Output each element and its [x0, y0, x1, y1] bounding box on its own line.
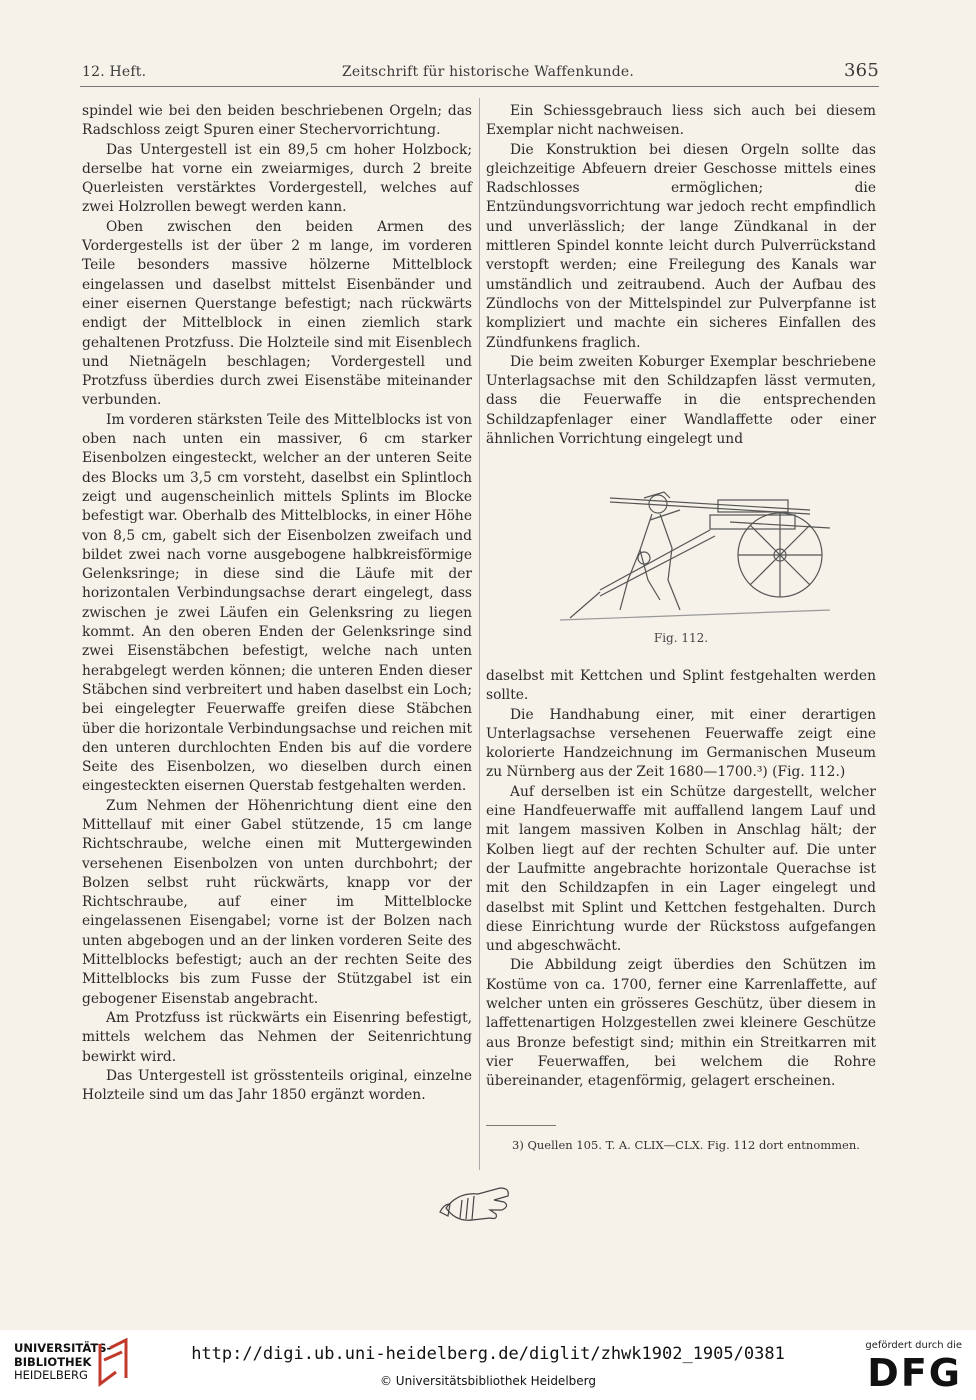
column-divider [479, 98, 480, 1170]
right-column-bottom [486, 667, 876, 1092]
page-number: 365 [844, 60, 879, 81]
header-rule [80, 86, 879, 87]
library-line: UNIVERSITÄTS- [14, 1341, 112, 1355]
funding-note: gefördert durch die [865, 1340, 962, 1351]
right-paragraph: daselbst mit Kettchen und Splint festgehalten werden sollte. [486, 668, 876, 704]
gauntlet-ornament-icon [438, 1178, 518, 1228]
journal-title: Zeitschrift für historische Waffenkunde. [341, 64, 634, 80]
copyright-notice: © Universitätsbibliothek Heidelberg [379, 1374, 596, 1388]
left-paragraph: Das Untergestell ist ein 89,5 cm hoher Holzbock; derselbe hat vorne ein zweiarmiges, durch 2 breite Querleisten verstärktes Vordergestell, welches auf zwei Holzrollen bewegt werden kann. [82, 141, 472, 216]
figure-caption: Fig. 112. [653, 631, 709, 645]
footnote-rule [486, 1125, 556, 1126]
issue-label: 12. Heft. [82, 64, 147, 80]
left-paragraph: Im vorderen stärksten Teile des Mittelblocks ist von oben nach unten ein massiver, 6 cm starker Eisenbolzen eingesteckt, welcher an der unteren Seite des Blocks um 3,5 cm vorsteht, daselbst ein Splintloch zeigt und augenscheinlich mittels Splints im Blocke befestigt war. Oberhalb des Mittelblocks, in einer Höhe von 8,5 cm, gabelt sich der Eisenbolzen zweifach und bildet zwei nach vorne ausgebogene halbkreisförmige Gelenksringe; in diese sind die Läufe mit der horizontalen Verbindungsachse derart eingelegt, dass zwischen je zwei Läufen ein Gelenksring zu liegen kommt. An den oberen Enden der Gelenksringe sind zwei Eisenstäbchen befestigt, welche nach unten herabgelegt werden können; die unteren Enden dieser Stäbchen sind verbreitert und haben daselbst ein Loch; bei eingelegter Feuerwaffe greifen diese Stäbchen über die horizontale Verbindungsachse und reichen mit den unteren durchlochten Enden bis auf die vordere Seite des Eisenbolzen, wo dieselben durch einen eingesteckten eisernen Querstab festgehalten werden. [82, 411, 472, 795]
footnote [486, 1137, 876, 1153]
left-paragraph: spindel wie bei den beiden beschriebenen Orgeln; das Radschloss zeigt Spuren einer Stechervorrichtung. [82, 103, 472, 139]
right-paragraph: Die beim zweiten Koburger Exemplar beschriebene Unterlagsachse mit den Schildzapfen lässt vermuten, dass die Feuerwaffe in die entsprechenden Schildzapfenlager einer Wandlaffette oder einer ähnlichen Vorrichtung eingelegt und [486, 353, 876, 448]
right-column-top [486, 102, 876, 449]
footer-bar [0, 1330, 976, 1400]
right-paragraph: Die Handhabung einer, mit einer derartigen Unterlagsachse versehenen Feuerwaffe zeigt eine kolorierte Handzeichnung im Germanischen Museum zu Nürnberg aus der Zeit 1680—1700.³) (Fig. 112.) [486, 706, 876, 781]
library-line: BIBLIOTHEK [14, 1354, 92, 1369]
right-paragraph: Ein Schiessgebrauch liess sich auch bei diesem Exemplar nicht nachweisen. [486, 103, 876, 139]
left-paragraph: Das Untergestell ist grösstenteils original, einzelne Holzteile sind um das Jahr 1850 ergänzt worden. [82, 1067, 472, 1104]
footnote-text: 3) Quellen 105. T. A. CLIX—CLX. Fig. 112 dort entnommen. [512, 1138, 860, 1152]
right-paragraph: Die Abbildung zeigt überdies den Schützen im Kostüme von ca. 1700, ferner eine Karrenlaffette, auf welcher unten ein grösseres Geschütz, über diesem in laffettenartigen Holzgestellen zwei kleinere Geschütze aus Bronze befestigt sind; mithin ein Streitkarren mit vier Feuerwaffen, bei welchem die Rohre übereinander, etagenförmig, gelagert erscheinen. [486, 957, 876, 1090]
left-paragraph: Oben zwischen den beiden Armen des Vordergestells ist der über 2 m lange, im vorderen Teile besonders massive hölzerne Mittelblock eingelassen und daselbst mittelst Eisenbänder und einer eisernen Querstange befestigt; nach rückwärts endigt der Mittelblock in einen ziemlich stark gehaltenen Protzfuss. Die Holzteile sind mit Eisenblech und Nietnägeln beschlagen; Vordergestell und Protzfuss überdies durch zwei Eisenstäbe miteinander verbunden. [82, 218, 472, 409]
left-paragraph: Am Protzfuss ist rückwärts ein Eisenring befestigt, mittels welchem das Nehmen der Seitenrichtung bewirkt wird. [82, 1009, 472, 1065]
right-paragraph: Auf derselben ist ein Schütze dargestellt, welcher eine Handfeuerwaffe mit auffallend langem Lauf und mit langem massiven Kolben in Anschlag hält; der Kolben liegt auf der rechten Schulter auf. Die unter der Laufmitte angebrachte horizontale Querachse ist mit den Schildzapfen in ein Lager eingelegt und daselbst mit Splint und Kettchen festgehalten. Durch diese Einrichtung wurde der Rückstoss aufgefangen und abgeschwächt. [486, 783, 876, 955]
left-paragraph: Zum Nehmen der Höhenrichtung dient eine den Mittellauf mit einer Gabel stützende, 15 cm lange Richtschraube, welche einen mit Muttergewinden versehenen Eisenbolzen von unten durchbohrt; der Bolzen selbst ruht rückwärts, knapp vor der Richtschraube, auf einer im Mittelblocke eingelassenen Eisengabel; vorne ist der Bolzen nach unten abgebogen und an der linken vorderen Seite des Mittelblocks befestigt; auch an der rechten Seite des Mittelblocks bis zum Fusse der Stützgabel ist ein gebogener Eisenstab angebracht. [82, 797, 472, 1007]
dfg-logo: DFG [867, 1351, 962, 1395]
figure-112-illustration [540, 470, 840, 630]
permalink-url[interactable]: http://digi.ub.uni-heidelberg.de/diglit/zhwk1902_1905/0381 [191, 1344, 785, 1364]
right-paragraph: Die Konstruktion bei diesen Orgeln sollte das gleichzeitige Abfeuern dreier Geschosse mittels eines Radschlosses ermöglichen; die Entzündungsvorrichtung war jedoch recht empfindlich und unverlässlich; der lange Zündkanal in der mittleren Spindel konnte leicht durch Pulverrückstand verstopft werden; eine Freilegung des Kanals war umständlich und zeitraubend. Auch der Aufbau des Zündlochs von der Mittelspindel zur Pulverpfanne ist kompliziert und machte ein sicheres Einfallen des Zündfunkens fraglich. [486, 141, 876, 351]
left-column [82, 102, 472, 1105]
library-line: HEIDELBERG [14, 1368, 88, 1382]
